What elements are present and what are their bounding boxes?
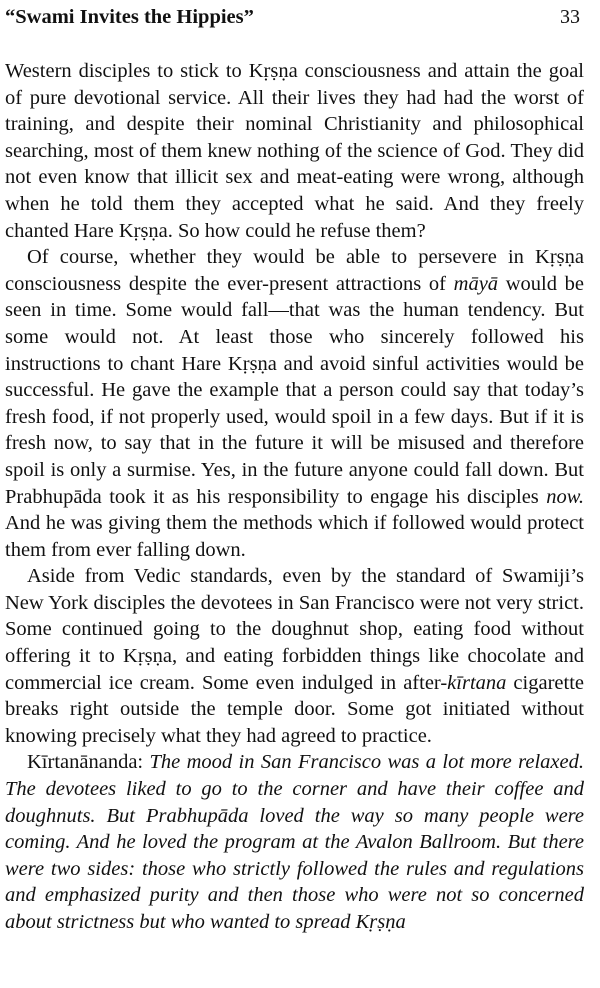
page-number: 33 [560, 6, 580, 28]
paragraph-2-italic-maya: māyā [453, 272, 499, 295]
paragraph-4 [5, 749, 584, 935]
paragraph-2-text-b: would be seen in time. Some would fall—that was the human tendency. But some would not. At least those who sincerely followed his instructions to chant Hare Kṛṣṇa and avoid sinful activities would be successful. He gave the example that a person could say that today’s fresh food, if not properly used, would spoil in a few days. But if it is fresh now, to say that in the future it will be misused and therefore spoil is only a surmise. Yes, in the future anyone could fall down. But Prabhupāda took it as his responsibility to engage his disciples [5, 272, 584, 508]
paragraph-3-text-b: cigarette breaks right outside the temple door. Some got initiated without knowing precisely what they had agreed to practice. [5, 671, 584, 747]
paragraph-3-italic-kirtana: kīrtana [447, 671, 507, 694]
paragraph-2-text-c: And he was giving them the methods which if followed would protect them from ever falling down. [5, 512, 584, 561]
speaker-name: Kīrtanānanda: [27, 751, 150, 774]
body-text [5, 58, 584, 936]
paragraph-2-text-a: Of course, whether they would be able to persevere in Kṛṣṇa consciousness despite the ever-present attractions of [5, 246, 584, 295]
paragraph-3 [5, 563, 584, 749]
paragraph-2-italic-now: now. [546, 485, 584, 508]
paragraph-1 [5, 58, 584, 244]
paragraph-3-text-a: Aside from Vedic standards, even by the standard of Swamiji’s New York disciples the devotees in San Francisco were not very strict. Some continued going to the doughnut shop, eating food without offering it to Kṛṣṇa, and eating forbidden things like chocolate and commercial ice cream. Some even indulged in after- [5, 565, 584, 694]
paragraph-1-text: Western disciples to stick to Kṛṣṇa consciousness and attain the goal of pure devotional service. All their lives they had had the worst of training, and despite their nominal Christianity and philosophical searching, most of them knew nothing of the science of God. They did not even know that illicit sex and meat-eating were wrong, although when he told them they accepted what he said. And they freely chanted Hare Kṛṣṇa. So how could he refuse them? [5, 60, 584, 242]
paragraph-2 [5, 244, 584, 563]
interview-quote: The mood in San Francisco was a lot more relaxed. The devotees liked to go to the corner and have their coffee and doughnuts. But Prabhupāda loved the way so many people were coming. And he loved the program at the Avalon Ballroom. But there were two sides: those who strictly followed the rules and regulations and emphasized purity and then those who were not so concerned about strictness but who wanted to spread Kṛṣṇa [5, 751, 584, 933]
running-header [5, 0, 584, 32]
chapter-title: “Swami Invites the Hippies” [5, 6, 254, 28]
